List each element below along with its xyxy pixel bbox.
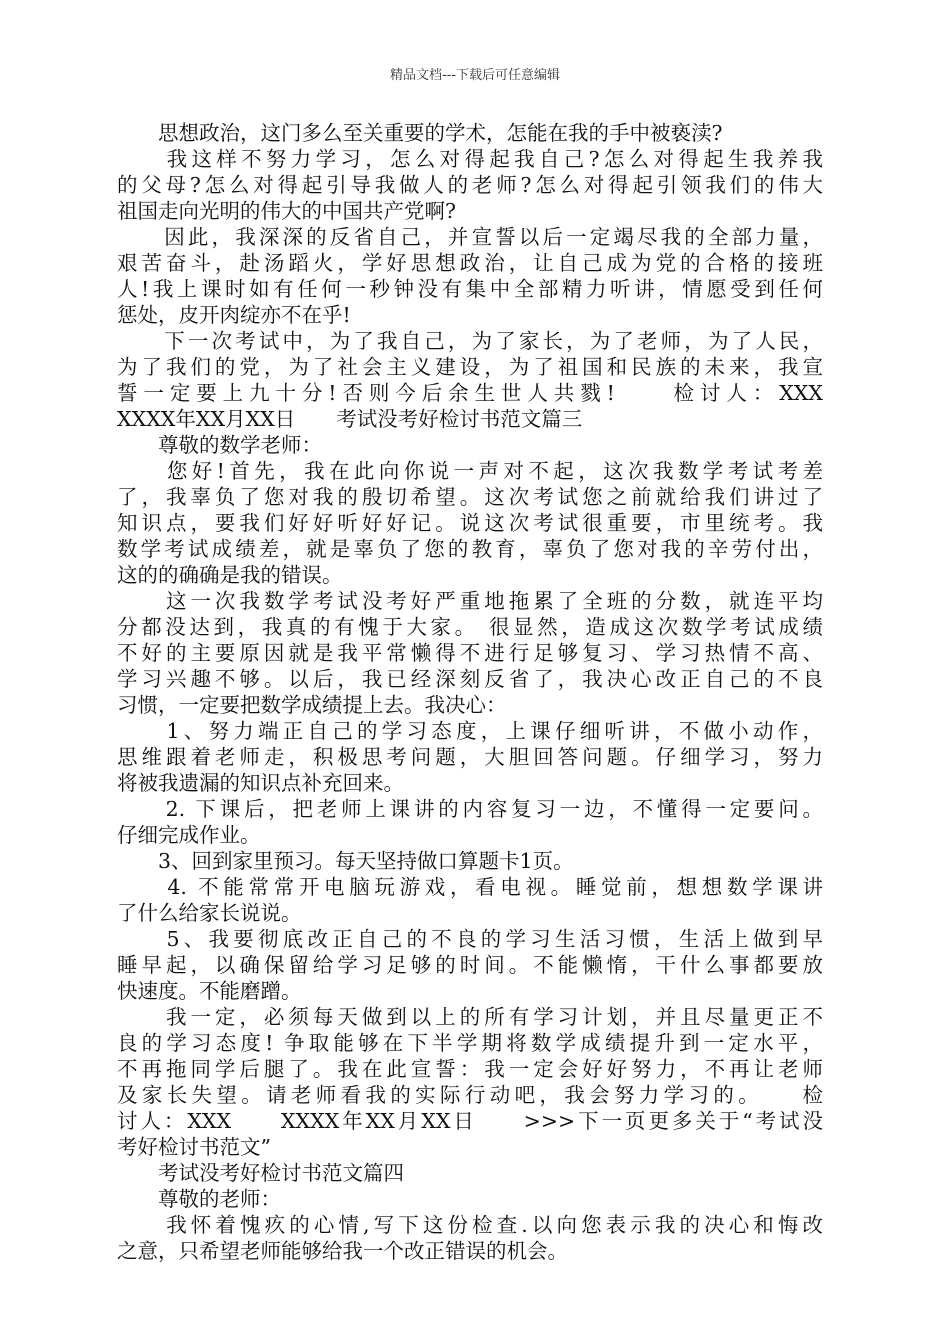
text-line: 惩处，皮开肉绽亦不在乎!	[117, 303, 351, 327]
text-line: 4. 不能常常开电脑玩游戏，看电视。睡觉前，想想数学课讲	[117, 875, 823, 899]
text-line: 这一次我数学考试没考好严重地拖累了全班的分数，就连平均	[117, 589, 823, 613]
text-line: 我一定，必须每天做到以上的所有学习计划，并且尽量更正不	[117, 1005, 823, 1029]
text-line: 及家长失望。请老师看我的实际行动吧，我会努力学习的。 检	[117, 1083, 823, 1107]
text-line: 睡早起，以确保留给学习足够的时间。不能懒惰，干什么事都要放	[117, 953, 823, 977]
document-body	[117, 120, 823, 1264]
text-line: 分都没达到，我真的有愧于大家。 很显然，造成这次数学考试成绩	[117, 615, 823, 639]
text-line: 将被我遗漏的知识点补充回来。	[117, 771, 404, 795]
text-line: 思维跟着老师走，积极思考问题，大胆回答问题。仔细学习，努力	[117, 745, 823, 769]
text-line: 我怀着愧疚的心情,写下这份检查.以向您表示我的决心和悔改	[117, 1213, 823, 1237]
text-line: 之意，只希望老师能够给我一个改正错误的机会。	[117, 1239, 568, 1263]
text-line: 2. 下课后，把老师上课讲的内容复习一边，不懂得一定要问。	[117, 797, 823, 821]
text-line: 1、努力端正自己的学习态度，上课仔细听讲，不做小动作，	[117, 719, 823, 743]
text-line: 不再拖同学后腿了。我在此宣誓：我一定会好好努力，不再让老师	[117, 1057, 823, 1081]
text-line: 数学考试成绩差，就是辜负了您的教育，辜负了您对我的辛劳付出，	[117, 537, 823, 561]
text-line: 3、回到家里预习。每天坚持做口算题卡1页。	[117, 849, 574, 873]
text-line: 了什么给家长说说。	[117, 901, 302, 925]
text-line: 人!我上课时如有任何一秒钟没有集中全部精力听讲，情愿受到任何	[117, 277, 823, 301]
text-line: 祖国走向光明的伟大的中国共产党啊?	[117, 199, 456, 223]
text-line: 不好的主要原因就是我平常懒得不进行足够复习、学习热情不高、	[117, 641, 823, 665]
text-line: 知识点，要我们好好听好好记。说这次考试很重要，市里统考。我	[117, 511, 823, 535]
text-line: 这的的确确是我的错误。	[117, 563, 343, 587]
text-line: 下一次考试中，为了我自己，为了家长，为了老师，为了人民，	[117, 329, 823, 353]
text-line: 考好检讨书范文”	[117, 1135, 271, 1159]
text-line: 尊敬的老师：	[117, 1187, 281, 1211]
text-line: 誓一定要上九十分!否则今后余生世人共戮! 检讨人：XXX	[117, 381, 823, 405]
text-line: 尊敬的数学老师：	[117, 433, 322, 457]
text-line: 思想政治，这门多么至关重要的学术，怎能在我的手中被亵渎?	[117, 121, 723, 145]
text-line: 讨人：XXX XXXX年XX月XX日 >>>下一页更多关于“考试没	[117, 1109, 823, 1133]
text-line: 5、我要彻底改正自己的不良的学习生活习惯，生活上做到早	[117, 927, 823, 951]
text-line: 了，我辜负了您对我的殷切希望。这次考试您之前就给我们讲过了	[117, 485, 823, 509]
text-line: 您好!首先，我在此向你说一声对不起，这次我数学考试考差	[117, 459, 823, 483]
text-line: 快速度。不能磨蹭。	[117, 979, 302, 1003]
text-line: 考试没考好检讨书范文篇四	[117, 1161, 404, 1185]
text-line: 学习兴趣不够。以后，我已经深刻反省了，我决心改正自己的不良	[117, 667, 823, 691]
text-line: 良的学习态度! 争取能够在下半学期将数学成绩提升到一定水平，	[117, 1031, 823, 1055]
text-line: 习惯，一定要把数学成绩提上去。我决心：	[117, 693, 507, 717]
text-line: 我这样不努力学习，怎么对得起我自己?怎么对得起生我养我	[117, 147, 823, 171]
text-line: 为了我们的党，为了社会主义建设，为了祖国和民族的未来，我宣	[117, 355, 823, 379]
text-line: 的父母?怎么对得起引导我做人的老师?怎么对得起引领我们的伟大	[117, 173, 823, 197]
text-line: 艰苦奋斗，赴汤蹈火，学好思想政治，让自己成为党的合格的接班	[117, 251, 823, 275]
text-line: 仔细完成作业。	[117, 823, 261, 847]
text-line: XXXX年XX月XX日 考试没考好检讨书范文篇三	[117, 407, 583, 431]
text-line: 因此，我深深的反省自己，并宣誓以后一定竭尽我的全部力量，	[117, 225, 823, 249]
page-header: 精品文档---下载后可任意编辑	[389, 68, 561, 83]
